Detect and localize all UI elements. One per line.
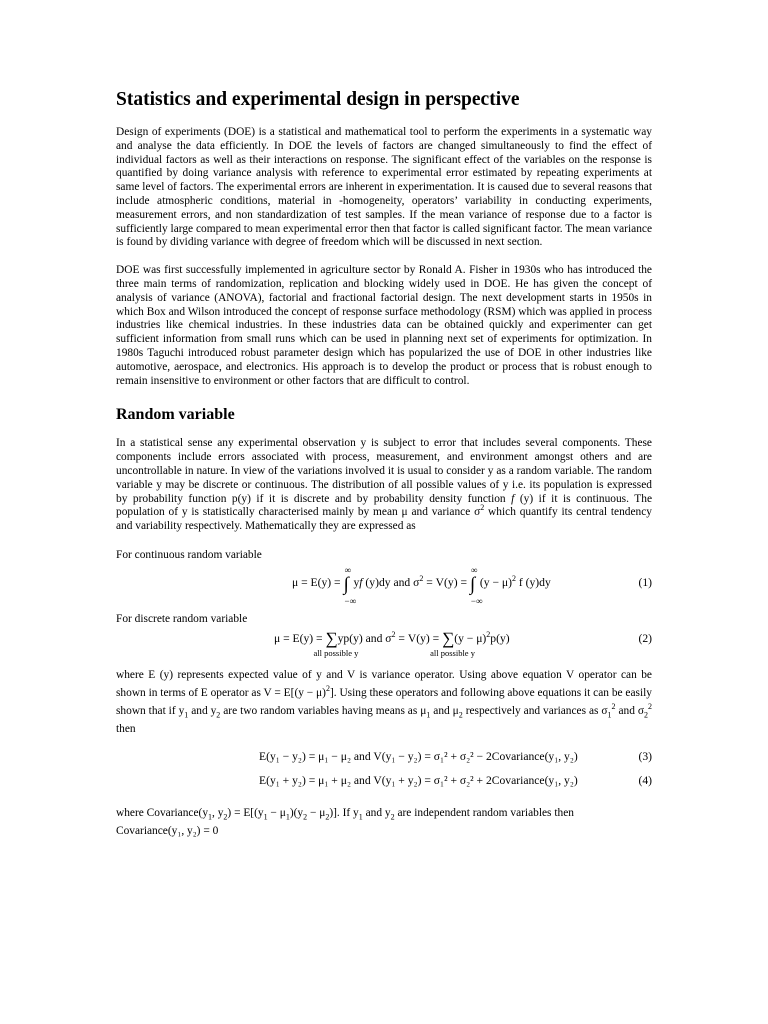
equation-number-4: (4) [638,773,652,787]
label-discrete: For discrete random variable [116,612,248,625]
equation-3: E(y₁ − y₂) = μ₁ − μ₂ and V(y₁ − y₂) = σ₁² + σ₂² − 2Covariance(y₁, y₂) (3) [259,749,652,763]
paragraph-random-variable: In a statistical sense any experimental observation y is subject to error that includes several components. These components include errors associated with process, measurement, and environment amongst others and are uncontrollable in nature. In view of the variations involved it is usual to consider y as a random variable. The random variable y may be discrete or continuous. The distribution of all possible values of y i.e. its population is expressed by probability function p(y) if it is discrete and by probability density function f (y) if it is continuous. The population of y is statistically characterised mainly by mean μ and variance $\sigma^2$ which quantify its central tendency and variability respectively. Mathematically they are expressed as [116,437,652,533]
equation-number-1: (1) [638,575,652,589]
equation-2: μ = E(y) = ∑ all possible y yp(y) and $\sigma^2 = V(y)$ = ∑ all possible y $(y - \mu)^2p(y)$ (2) [274,628,652,658]
paragraph-doe-history: DOE was first successfully implemented in agriculture sector by Ronald A. Fisher in 1930s who has introduced the three main terms of randomization, replication and blocking widely used in DOE. He has given the concept of analysis of variance (ANOVA), factorial and fractional factorial design. The next development starts in 1950s in which Box and Wilson introduced the concept of response surface methodology (RSM) which was applied in process industries like chemical industries. In these industries data can be obtained quickly and experimenter can get sufficient information from small runs which can be used in planning next set of experiments for optimization. In 1980s Taguchi introduced robust parameter design which has popularized the use of DOE in other industries like automotive, aerospace, and electronics. His approach is to develop the product or process that is robust enough to remain insensitive to environment or other factors that are difficult to control. [116,264,652,387]
equation-1: μ = E(y) = ∫ ∞ −∞ yf (y)dy and $\sigma^2 = V(y)$ = ∫ ∞ −∞ $(y - \mu)^2$ f (y)dy (1) [292,564,652,606]
summation-sign: ∑ all possible y [430,628,475,658]
document-content [116,88,652,854]
paragraph-doe-intro: Design of experiments (DOE) is a statistical and mathematical tool to perform the experiments in a systematic way and analyse the data efficiently. In DOE the levels of factors are changed simultaneously to find the effect of individual factors as well as their interactions on response. The significant effect of the variables on the response is quantified by doing variance analysis with reference to experimental error estimated by repeating experiments at same level of factors. The experimental errors are inherent in experimentation. It is caused due to several reasons that include atmospheric conditions, material in -homogeneity, operators’ variability in conducting experiments, measurement errors, and non standardization of test samples. If the mean variance of response due to a factor is sufficiently large compared to mean experimental error then that factor is called significant factor. The mean variance is found by dividing variance with degree of freedom which will be discussed in next section. [116,126,652,249]
paragraph-operators: where E (y) represents expected value of y and V is variance operator. Using above equation V operator can be shown in terms of E operator as $V = E[(y - \mu)^2]$. Using these operators and following above equations it can be easily shown that if $y_1$ and $y_2$ are two random variables having means as $\mu_1$ and $\mu_2$ respectively and variances as $\sigma_1^2$ and $\sigma_2^2$ then [116,668,652,735]
summation-sign: ∑ all possible y [313,628,359,658]
label-continuous: For continuous random variable [116,548,262,561]
covariance-zero: Covariance(y₁, y₂) = 0 [116,824,219,837]
equation-number-2: (2) [638,631,652,645]
equation-number-3: (3) [638,749,652,763]
section-heading-random-variable: Random variable [116,406,235,424]
integral-sign: ∫ ∞ −∞ [343,564,356,606]
paragraph-covariance: where $Covariance(y_1$, $y_2) = E[(y_1 - \mu_1)(y_2 - \mu_2)]$. If $y_1$ and $y_2$ are independent random variables then Covariance(y₁, y₂) = 0 [116,806,574,837]
document-title: Statistics and experimental design in perspective [116,89,520,110]
equation-4: E(y₁ + y₂) = μ₁ + μ₂ and V(y₁ + y₂) = σ₁² + σ₂² + 2Covariance(y₁, y₂) (4) [259,773,652,787]
integral-sign: ∫ ∞ −∞ [469,564,483,606]
